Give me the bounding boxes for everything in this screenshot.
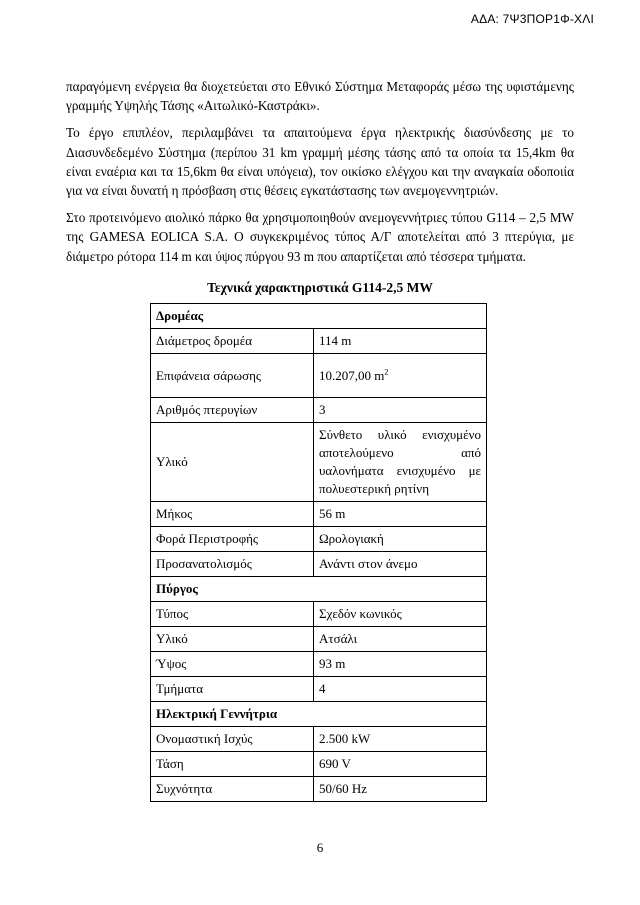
- row-value: [314, 354, 487, 398]
- table-section-row: [151, 702, 487, 727]
- table-row: [151, 652, 487, 677]
- row-label: Τμήματα: [151, 677, 314, 702]
- table-section-row: [151, 304, 487, 329]
- row-value: 4: [314, 677, 487, 702]
- row-label: Υλικό: [151, 627, 314, 652]
- table-row: [151, 777, 487, 802]
- table-row: [151, 502, 487, 527]
- table-row: [151, 677, 487, 702]
- row-label: Αριθμός πτερυγίων: [151, 398, 314, 423]
- row-value: Ανάντι στον άνεμο: [314, 552, 487, 577]
- row-label: Φορά Περιστροφής: [151, 527, 314, 552]
- table-row: [151, 752, 487, 777]
- row-value: 56 m: [314, 502, 487, 527]
- table-row: [151, 602, 487, 627]
- paragraph-2: Το έργο επιπλέον, περιλαμβάνει τα απαιτούμενα έργα ηλεκτρικής διασύνδεσης με το Διασυνδεδεμένο Σύστημα (περίπου 31 km γραμμή μέσης τάσης από τα οποία τα 15,4km θα είναι εναέρια και τα 15,6km θα είναι υπόγεια), τον οικίσκο ελέγχου και την αναγκαία οδοποιία για να είναι δυνατή η πρόσβαση στις θέσεις εγκατάστασης των ανεμογεννητριών.: [66, 125, 574, 199]
- table-row: [151, 423, 487, 502]
- row-label: Τάση: [151, 752, 314, 777]
- row-value: Ατσάλι: [314, 627, 487, 652]
- page-number: 6: [316, 840, 324, 855]
- row-value: Ωρολογιακή: [314, 527, 487, 552]
- paragraph-1: παραγόμενη ενέργεια θα διοχετεύεται στο Εθνικό Σύστημα Μεταφοράς μέσω της υφιστάμενης γραμμής Υψηλής Τάσης «Αιτωλικό-Καστράκι».: [66, 79, 574, 114]
- row-label: Μήκος: [151, 502, 314, 527]
- section-tower: Πύργος: [151, 577, 487, 602]
- table-row: [151, 354, 487, 398]
- table-row: [151, 527, 487, 552]
- specs-table: [150, 303, 487, 802]
- table-title: Τεχνικά χαρακτηριστικά G114-2,5 MW: [207, 279, 433, 295]
- row-value: 690 V: [314, 752, 487, 777]
- paragraph-3: Στο προτεινόμενο αιολικό πάρκο θα χρησιμοποιηθούν ανεμογεννήτριες τύπου G114 – 2,5 MW της GAMESA EOLICA S.A. Ο συγκεκριμένος τύπος Α/Γ αποτελείται από 3 πτερύγια, με διάμετρο ρότορα 114 m και ύψος πύργου 93 m που απαρτίζεται από τέσσερα τμήματα.: [66, 210, 574, 264]
- row-value: 3: [314, 398, 487, 423]
- ada-code: ΑΔΑ: 7Ψ3ΠΟΡ1Φ-ΧΛΙ: [470, 12, 594, 26]
- swept-area-unit-exponent: 2: [384, 367, 389, 377]
- section-rotor: Δρομέας: [151, 304, 487, 329]
- table-row: [151, 727, 487, 752]
- row-value: 2.500 kW: [314, 727, 487, 752]
- row-label: Προσανατολισμός: [151, 552, 314, 577]
- row-label: Συχνότητα: [151, 777, 314, 802]
- row-value: 50/60 Hz: [314, 777, 487, 802]
- row-label: Διάμετρος δρομέα: [151, 329, 314, 354]
- table-section-row: [151, 577, 487, 602]
- section-generator: Ηλεκτρική Γεννήτρια: [151, 702, 487, 727]
- table-row: [151, 398, 487, 423]
- row-value: Σχεδόν κωνικός: [314, 602, 487, 627]
- row-value: 93 m: [314, 652, 487, 677]
- table-row: [151, 627, 487, 652]
- row-label: Ύψος: [151, 652, 314, 677]
- swept-area-value: 10.207,00 m: [319, 367, 385, 383]
- row-label: Ονομαστική Ισχύς: [151, 727, 314, 752]
- row-value: Σύνθετο υλικό ενισχυμένο αποτελούμενο από υαλονήματα ενισχυμένο με πολυεστερική ρητίνη: [314, 423, 487, 502]
- document-body: [66, 77, 574, 802]
- table-row: [151, 329, 487, 354]
- table-row: [151, 552, 487, 577]
- row-value: 114 m: [314, 329, 487, 354]
- row-label: Υλικό: [151, 423, 314, 502]
- row-label: Τύπος: [151, 602, 314, 627]
- row-label: Επιφάνεια σάρωσης: [151, 354, 314, 398]
